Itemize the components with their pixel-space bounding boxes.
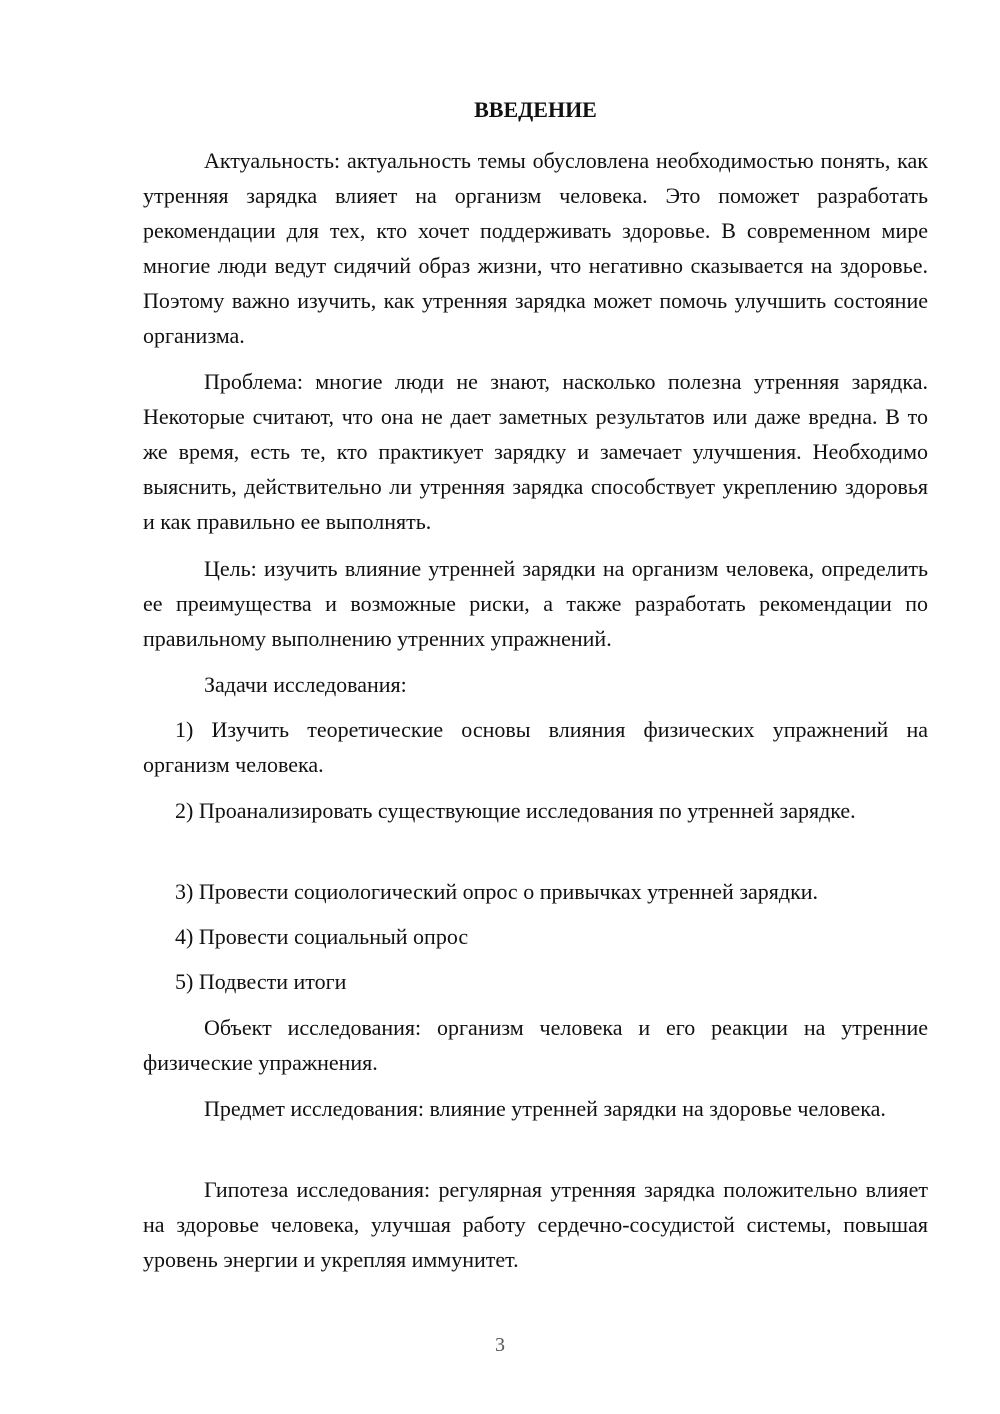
object-paragraph: Объект исследования: организм человека и его реакции на утренние физические упражнения. bbox=[143, 1015, 928, 1075]
problem-paragraph: Проблема: многие люди не знают, насколько полезна утренняя зарядка. Некоторые считают, что она не дает заметных результатов или даже вредна. В то же время, есть те, кто практикует зарядку и замечает улучшения. Необходимо выяснить, действительно ли утренняя зарядка способствует укреплению здоровья и как правильно ее выполнять. bbox=[143, 369, 928, 534]
task-item-3: 3) Провести социологический опрос о привычках утренней зарядки. bbox=[175, 879, 819, 904]
tasks-heading: Задачи исследования: bbox=[204, 672, 407, 697]
task-item-2: 2) Проанализировать существующие исследования по утренней зарядке. bbox=[175, 798, 856, 823]
goal-paragraph: Цель: изучить влияние утренней зарядки на организм человека, определить ее преимущества и возможные риски, а также разработать рекомендации по правильному выполнению утренних упражнений. bbox=[143, 556, 928, 651]
subject-paragraph: Предмет исследования: влияние утренней зарядки на здоровье человека. bbox=[204, 1096, 886, 1121]
task-item-1: 1) Изучить теоретические основы влияния физических упражнений на организм человека. bbox=[143, 717, 928, 777]
relevance-paragraph: Актуальность: актуальность темы обусловлена необходимостью понять, как утренняя зарядка влияет на организм человека. Это поможет разработать рекомендации для тех, кто хочет поддерживать здоровье. В современном мире многие люди ведут сидячий образ жизни, что негативно сказывается на здоровье. Поэтому важно изучить, как утренняя зарядка может помочь улучшить состояние организма. bbox=[143, 148, 928, 348]
hypothesis-paragraph: Гипотеза исследования: регулярная утренняя зарядка положительно влияет на здоровье человека, улучшая работу сердечно-сосудистой системы, повышая уровень энергии и укрепляя иммунитет. bbox=[143, 1177, 928, 1272]
task-item-4: 4) Провести социальный опрос bbox=[175, 924, 469, 949]
page-number: 3 bbox=[495, 1334, 505, 1356]
section-title: ВВЕДЕНИЕ bbox=[474, 97, 597, 122]
task-item-5: 5) Подвести итоги bbox=[175, 969, 347, 994]
